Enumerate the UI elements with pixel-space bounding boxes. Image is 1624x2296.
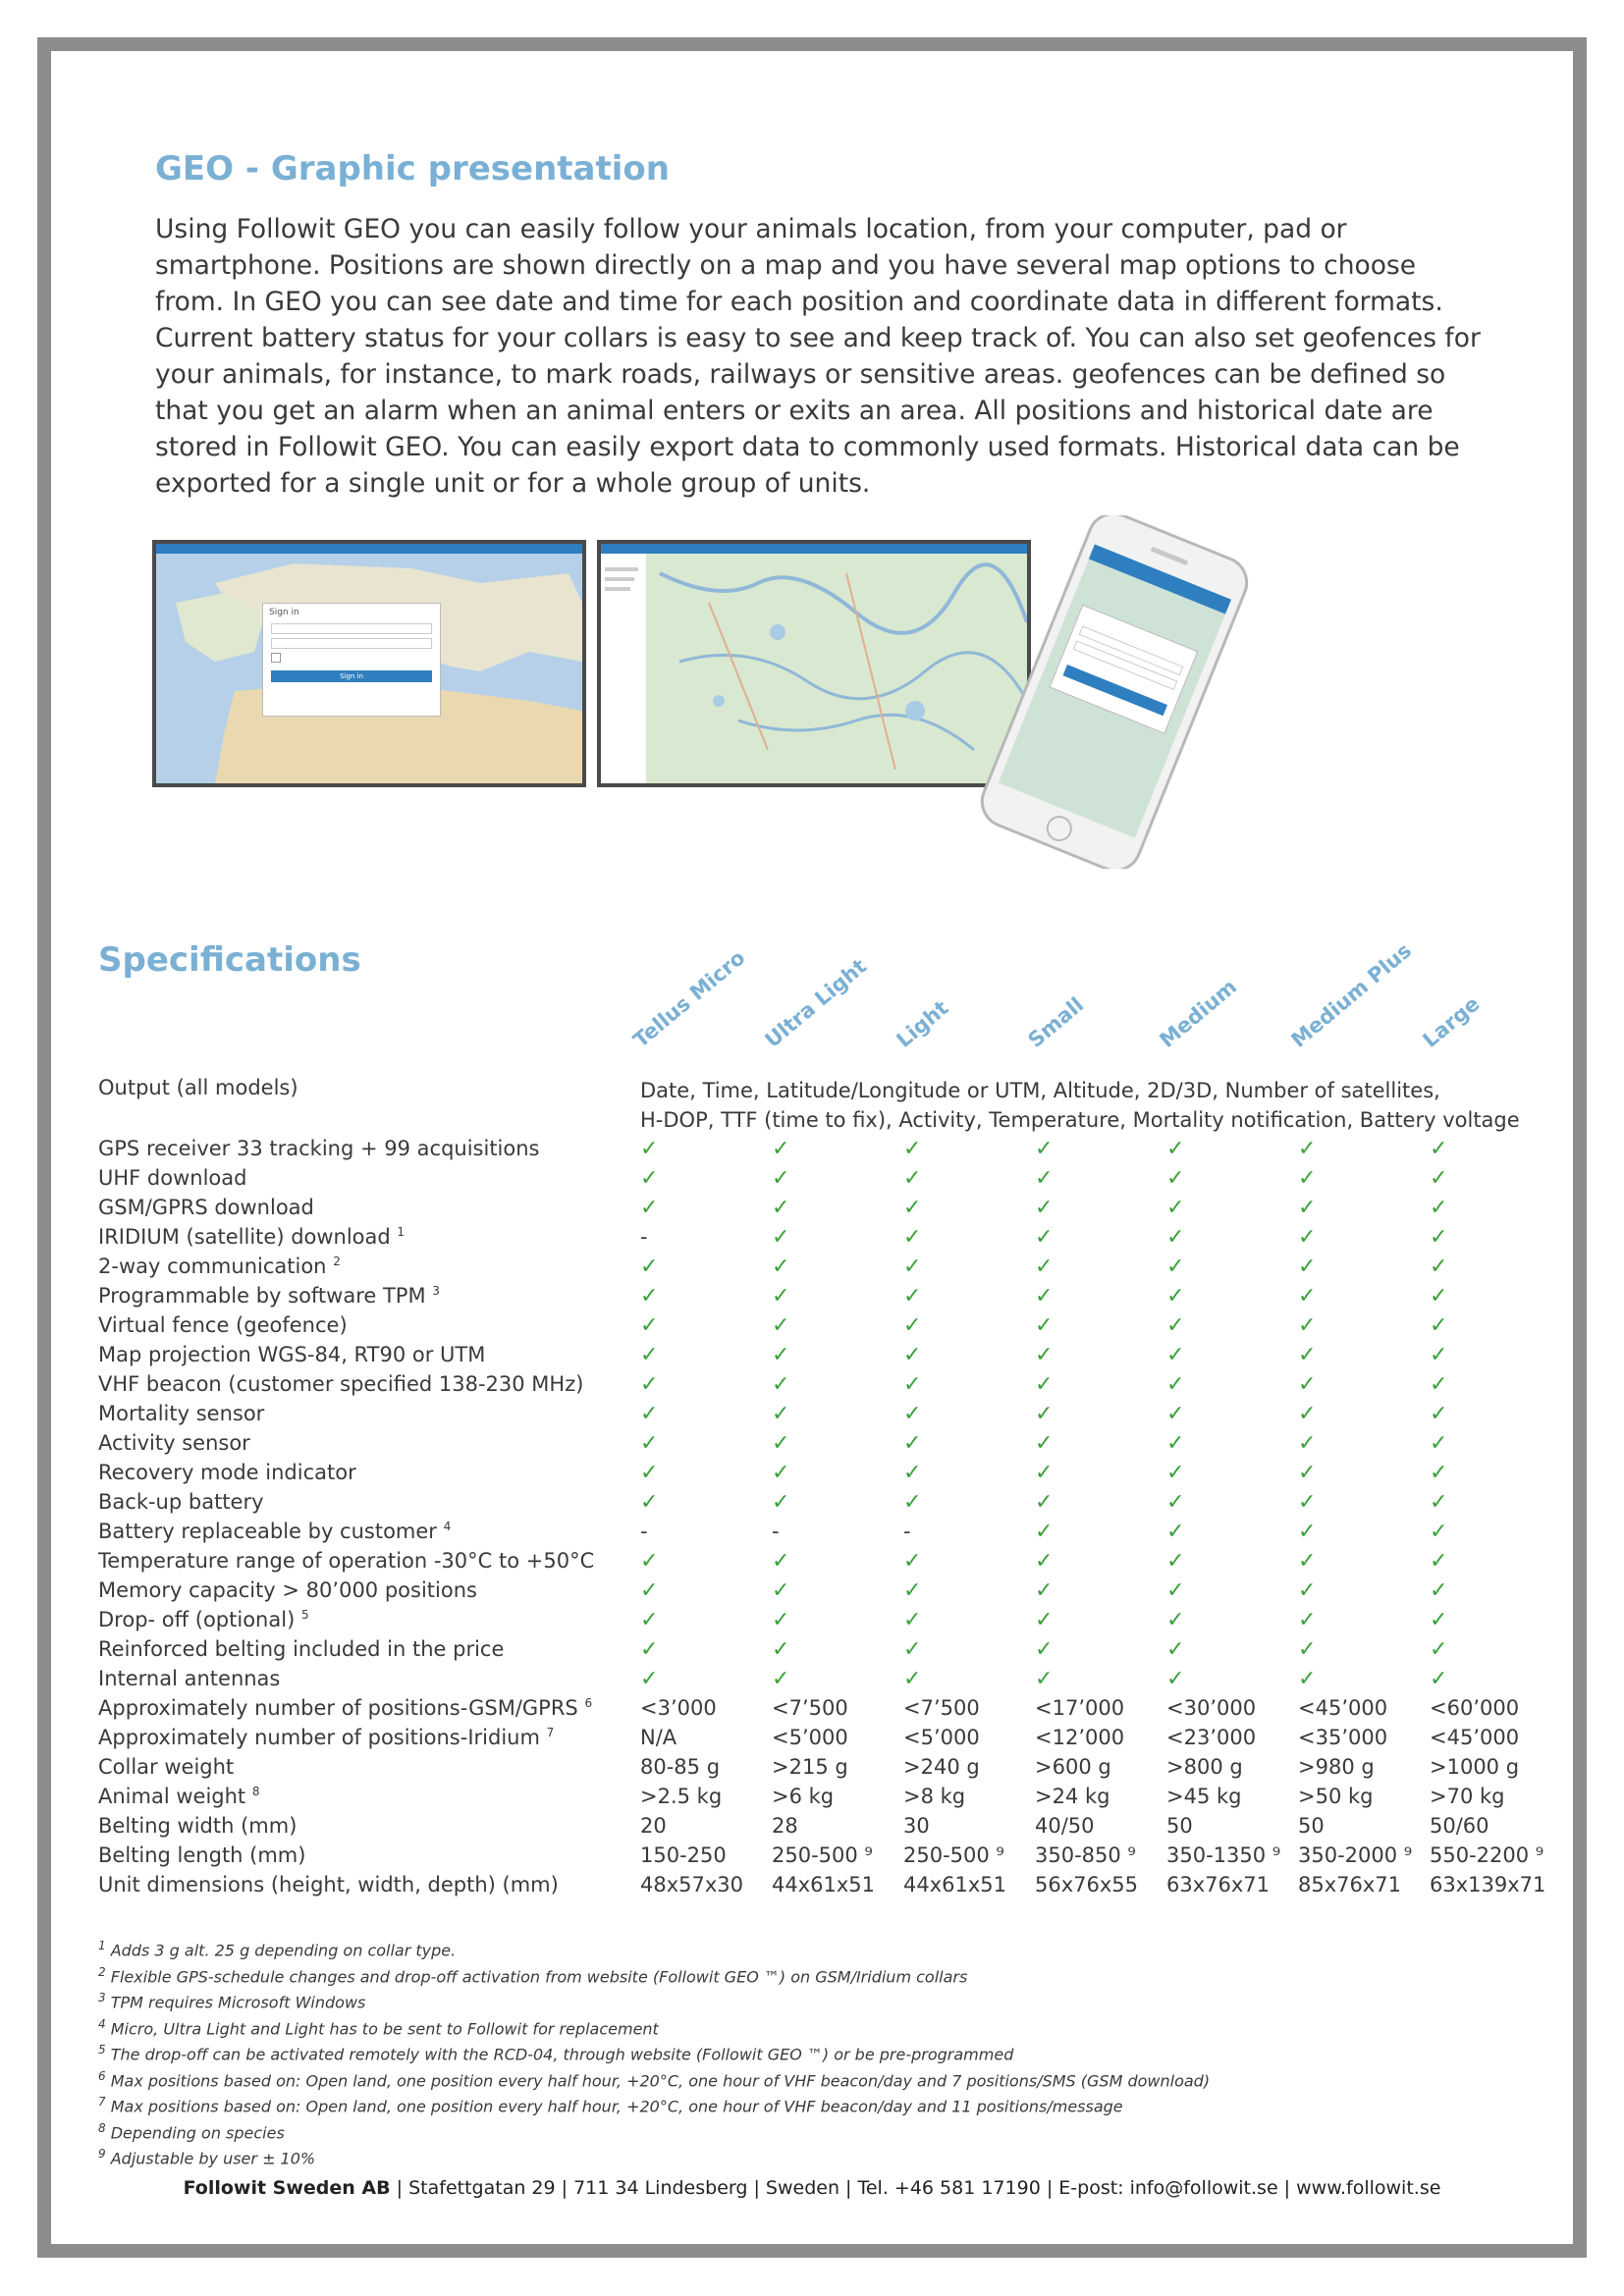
- check-icon: ✓: [1166, 1343, 1185, 1367]
- check-icon: ✓: [903, 1402, 922, 1426]
- spec-cell: 350-850 ⁹: [1035, 1843, 1136, 1867]
- check-icon: ✓: [772, 1549, 790, 1574]
- footnote: [98, 1939, 456, 1959]
- spec-row-label-text: Reinforced belting included in the price: [98, 1637, 505, 1661]
- check-icon: ✓: [1430, 1137, 1448, 1161]
- spec-cell: >45 kg: [1166, 1785, 1242, 1808]
- check-icon: ✓: [1035, 1578, 1054, 1603]
- spec-row-label: [98, 1873, 559, 1896]
- check-icon: ✓: [640, 1166, 659, 1191]
- check-icon: ✓: [1166, 1284, 1185, 1308]
- check-icon: ✓: [1035, 1137, 1054, 1161]
- footnote: [98, 2121, 285, 2142]
- footnote: [98, 2069, 1210, 2090]
- spec-row-label-text: Mortality sensor: [98, 1402, 265, 1425]
- terrain-map-image: [601, 544, 1027, 783]
- smartphone-screenshot: [972, 515, 1257, 869]
- password-input[interactable]: [271, 638, 432, 649]
- spec-column-header: Ultra Light: [760, 954, 872, 1052]
- spec-row-label: [98, 1549, 594, 1573]
- check-icon: ✓: [1430, 1461, 1448, 1485]
- check-icon: ✓: [903, 1225, 922, 1250]
- check-icon: ✓: [903, 1637, 922, 1662]
- footnote-number: 7: [98, 2095, 106, 2109]
- spec-cell: <23’000: [1166, 1726, 1257, 1749]
- spec-row-label: [98, 1785, 259, 1808]
- footnote-text: Micro, Ultra Light and Light has to be sent to Followit for replacement: [110, 2018, 659, 2038]
- spec-cell: <7’500: [772, 1696, 848, 1720]
- spec-row-label-text: Recovery mode indicator: [98, 1461, 356, 1484]
- check-icon: ✓: [1166, 1520, 1185, 1544]
- check-icon: ✓: [1298, 1255, 1317, 1279]
- check-icon: ✓: [1298, 1637, 1317, 1662]
- check-icon: ✓: [1166, 1578, 1185, 1603]
- check-icon: ✓: [772, 1372, 790, 1397]
- footnote-number: 8: [98, 2120, 106, 2135]
- check-icon: ✓: [1298, 1166, 1317, 1191]
- spec-cell: 250-500 ⁹: [903, 1843, 1004, 1867]
- check-icon: ✓: [640, 1137, 659, 1161]
- check-icon: ✓: [1298, 1137, 1317, 1161]
- spec-cell: >70 kg: [1430, 1785, 1505, 1808]
- footnote: [98, 1991, 365, 2011]
- footnote-marker: 3: [432, 1284, 440, 1298]
- check-icon: ✓: [772, 1225, 790, 1250]
- check-icon: ✓: [1298, 1461, 1317, 1485]
- spec-cell: 50: [1166, 1814, 1193, 1838]
- spec-row-label: [98, 1431, 250, 1455]
- spec-cell: <3’000: [640, 1696, 717, 1720]
- check-icon: ✓: [903, 1372, 922, 1397]
- username-input[interactable]: [271, 623, 432, 634]
- spec-row-label-text: GPS receiver 33 tracking + 99 acquisitions: [98, 1137, 540, 1160]
- check-icon: ✓: [903, 1343, 922, 1367]
- footnote-number: 2: [98, 1964, 106, 1979]
- spec-cell: >50 kg: [1298, 1785, 1374, 1808]
- signin-dialog-title: Sign in: [269, 608, 299, 617]
- check-icon: ✓: [1035, 1637, 1054, 1662]
- check-icon: ✓: [1298, 1196, 1317, 1220]
- check-icon: ✓: [640, 1343, 659, 1367]
- footnote-number: 1: [98, 1939, 106, 1952]
- check-icon: ✓: [772, 1284, 790, 1308]
- check-icon: ✓: [1166, 1255, 1185, 1279]
- spec-row-label-text: Approximately number of positions-Iridium: [98, 1726, 540, 1749]
- check-icon: ✓: [772, 1461, 790, 1485]
- spec-row-label-text: Activity sensor: [98, 1431, 250, 1455]
- check-icon: ✓: [772, 1196, 790, 1220]
- check-icon: ✓: [1035, 1284, 1054, 1308]
- check-icon: ✓: [640, 1490, 659, 1515]
- spec-cell: <17’000: [1035, 1696, 1125, 1720]
- check-icon: ✓: [772, 1137, 790, 1161]
- check-icon: ✓: [903, 1578, 922, 1603]
- spec-cell: N/A: [640, 1726, 677, 1749]
- check-icon: ✓: [1035, 1431, 1054, 1456]
- desktop-signin-screenshot: [152, 540, 586, 787]
- footnote-marker: 1: [397, 1225, 406, 1239]
- spec-cell: 350-2000 ⁹: [1298, 1843, 1413, 1867]
- check-icon: ✓: [903, 1137, 922, 1161]
- check-icon: ✓: [903, 1313, 922, 1338]
- check-icon: ✓: [1035, 1166, 1054, 1191]
- spec-row-label: [98, 1814, 297, 1838]
- check-icon: ✓: [1430, 1608, 1448, 1632]
- spec-row-label-text: Memory capacity > 80’000 positions: [98, 1578, 477, 1602]
- spec-cell: 48x57x30: [640, 1873, 744, 1896]
- check-icon: ✓: [1166, 1431, 1185, 1456]
- spec-row-label: [98, 1696, 592, 1720]
- spec-row-label-text: Belting width (mm): [98, 1814, 298, 1838]
- spec-row-label: [98, 1313, 348, 1337]
- check-icon: ✓: [640, 1402, 659, 1426]
- spec-row-label-text: Battery replaceable by customer: [98, 1520, 437, 1543]
- spec-cell: 44x61x51: [903, 1873, 1007, 1896]
- spec-row-label-text: Map projection WGS-84, RT90 or UTM: [98, 1343, 486, 1366]
- spec-row-label-text: Back-up battery: [98, 1490, 264, 1514]
- spec-row-label: [98, 1726, 554, 1749]
- check-icon: ✓: [772, 1578, 790, 1603]
- geo-description: Using Followit GEO you can easily follow your animals location, from your computer, pad or smartphone. Positions are shown directly on a map and you have several map options to choose from. In GEO you can see date and time for each position and coordinate data in different formats. Current battery status for your collars is easy to see and keep track of. You can also set geofences for your animals, for instance, to mark roads, railways or sensitive areas. geofences can be defined so that you get an alarm when an animal enters or exits an area. All positions and historical date are stored in Followit GEO. You can easily export data to commonly used formats. Historical data can be exported for a single unit or for a whole group of units.: [155, 214, 1481, 499]
- footnote: [98, 1965, 967, 1986]
- spec-row-label-text: Animal weight: [98, 1785, 246, 1808]
- check-icon: ✓: [1430, 1284, 1448, 1308]
- check-icon: ✓: [1166, 1490, 1185, 1515]
- spec-cell: <45’000: [1430, 1726, 1520, 1749]
- spec-row-label: [98, 1578, 477, 1602]
- footnote-marker: 2: [333, 1255, 341, 1268]
- footnote: [98, 2095, 1123, 2115]
- spec-row-label-text: Collar weight: [98, 1755, 235, 1779]
- check-icon: ✓: [772, 1313, 790, 1338]
- check-icon: ✓: [1298, 1372, 1317, 1397]
- footnote-number: 3: [98, 1991, 106, 2004]
- check-icon: ✓: [640, 1372, 659, 1397]
- footnote-marker: 5: [300, 1608, 309, 1622]
- spec-cell: 550-2200 ⁹: [1430, 1843, 1544, 1867]
- spec-row-label-text: Virtual fence (geofence): [98, 1313, 348, 1337]
- spec-cell: 40/50: [1035, 1814, 1095, 1838]
- check-icon: ✓: [640, 1578, 659, 1603]
- output-line-1: Date, Time, Latitude/Longitude or UTM, Altitude, 2D/3D, Number of satellites,: [640, 1079, 1440, 1102]
- footnote-number: 9: [98, 2147, 106, 2161]
- footnote-marker: 6: [584, 1696, 593, 1710]
- footnote-text: Depending on species: [110, 2122, 285, 2142]
- check-icon: ✓: [640, 1255, 659, 1279]
- footnote-text: Flexible GPS-schedule changes and drop-off activation from website (Followit GEO ™) on GSM/Iridium collars: [110, 1966, 968, 1986]
- spec-cell: 250-500 ⁹: [772, 1843, 873, 1867]
- check-icon: ✓: [1430, 1402, 1448, 1426]
- footnote: [98, 2043, 1013, 2063]
- spec-cell: -: [903, 1520, 911, 1543]
- spec-cell: <5’000: [772, 1726, 848, 1749]
- spec-row-label: [98, 1343, 485, 1366]
- check-icon: ✓: [1430, 1520, 1448, 1544]
- check-icon: ✓: [1035, 1520, 1054, 1544]
- check-icon: ✓: [1298, 1549, 1317, 1574]
- spec-row-label: [98, 1520, 451, 1543]
- spec-column-header: Light: [892, 995, 953, 1052]
- spec-row-label: [98, 1667, 280, 1690]
- check-icon: ✓: [640, 1549, 659, 1574]
- check-icon: ✓: [1166, 1637, 1185, 1662]
- check-icon: ✓: [1430, 1637, 1448, 1662]
- spec-cell: 350-1350 ⁹: [1166, 1843, 1281, 1867]
- check-icon: ✓: [1298, 1520, 1317, 1544]
- check-icon: ✓: [1035, 1402, 1054, 1426]
- spec-cell: -: [640, 1520, 648, 1543]
- spec-row-label: [98, 1608, 309, 1631]
- spec-cell: 50: [1298, 1814, 1325, 1838]
- check-icon: ✓: [640, 1313, 659, 1338]
- check-icon: ✓: [1430, 1578, 1448, 1603]
- spec-cell: 56x76x55: [1035, 1873, 1139, 1896]
- check-icon: ✓: [1298, 1284, 1317, 1308]
- check-icon: ✓: [1430, 1313, 1448, 1338]
- spec-row-label: [98, 1284, 440, 1308]
- check-icon: ✓: [1035, 1667, 1054, 1691]
- spec-column-header: Large: [1418, 991, 1485, 1052]
- check-icon: ✓: [640, 1608, 659, 1632]
- check-icon: ✓: [1166, 1461, 1185, 1485]
- spec-row-label: [98, 1490, 264, 1514]
- spec-cell: 85x76x71: [1298, 1873, 1402, 1896]
- spec-row-label-text: Approximately number of positions-GSM/GPRS: [98, 1696, 578, 1720]
- spec-cell: >215 g: [772, 1755, 848, 1779]
- spec-cell: -: [640, 1225, 648, 1249]
- check-icon: ✓: [1035, 1343, 1054, 1367]
- spec-cell: <12’000: [1035, 1726, 1125, 1749]
- check-icon: ✓: [772, 1343, 790, 1367]
- check-icon: ✓: [903, 1490, 922, 1515]
- signin-dialog: [262, 603, 441, 717]
- spec-cell: -: [772, 1520, 780, 1543]
- check-icon: ✓: [772, 1431, 790, 1456]
- check-icon: ✓: [903, 1196, 922, 1220]
- phone-mockup-image: [972, 515, 1257, 869]
- check-icon: ✓: [1166, 1166, 1185, 1191]
- spec-cell: >2.5 kg: [640, 1785, 723, 1808]
- spec-cell: <35’000: [1298, 1726, 1388, 1749]
- spec-row-label: [98, 1755, 234, 1779]
- check-icon: ✓: [903, 1166, 922, 1191]
- check-icon: ✓: [1298, 1608, 1317, 1632]
- spec-row-label: [98, 1843, 305, 1867]
- check-icon: ✓: [1430, 1225, 1448, 1250]
- footer-details: | Stafettgatan 29 | 711 34 Lindesberg | Sweden | Tel. +46 581 17190 | E-post: info@followit.se | www.followit.se: [390, 2177, 1441, 2199]
- footnote-text: Adds 3 g alt. 25 g depending on collar type.: [110, 1941, 457, 1960]
- spec-row-label-text: Belting length (mm): [98, 1843, 306, 1867]
- spec-row-label-text: VHF beacon (customer specified 138-230 MHz): [98, 1372, 584, 1396]
- remember-checkbox[interactable]: [271, 653, 281, 663]
- specifications-title: Specifications: [98, 940, 361, 980]
- check-icon: ✓: [1166, 1667, 1185, 1691]
- footer-company: Followit Sweden AB: [183, 2177, 391, 2199]
- spec-row-label: [98, 1137, 539, 1160]
- spec-cell: >240 g: [903, 1755, 980, 1779]
- check-icon: ✓: [640, 1461, 659, 1485]
- spec-row-label: [98, 1255, 341, 1278]
- check-icon: ✓: [1430, 1549, 1448, 1574]
- spec-row-label: [98, 1372, 583, 1396]
- spec-cell: >600 g: [1035, 1755, 1111, 1779]
- footnote-text: Max positions based on: Open land, one position every half hour, +20°C, one hour of VHF beacon/day and 11 positions/message: [110, 2097, 1123, 2116]
- spec-cell: <30’000: [1166, 1696, 1257, 1720]
- check-icon: ✓: [772, 1166, 790, 1191]
- check-icon: ✓: [903, 1549, 922, 1574]
- footnote: [98, 2147, 315, 2167]
- spec-column-header: Tellus Micro: [628, 945, 750, 1052]
- check-icon: ✓: [1035, 1490, 1054, 1515]
- spec-row-label: [98, 1461, 356, 1484]
- spec-cell: 20: [640, 1814, 667, 1838]
- footnote: [98, 2017, 659, 2038]
- spec-column-header: Medium Plus: [1286, 938, 1417, 1052]
- check-icon: ✓: [903, 1608, 922, 1632]
- footnote-text: Max positions based on: Open land, one position every half hour, +20°C, one hour of VHF beacon/day and 7 positions/SMS (GSM download): [110, 2070, 1211, 2090]
- spec-row-label-text: Drop- off (optional): [98, 1608, 296, 1631]
- check-icon: ✓: [640, 1284, 659, 1308]
- check-icon: ✓: [1298, 1578, 1317, 1603]
- spec-row-label-text: Internal antennas: [98, 1667, 281, 1690]
- footnote-number: 6: [98, 2068, 106, 2083]
- spec-cell: <45’000: [1298, 1696, 1388, 1720]
- footnote-number: 4: [98, 2016, 106, 2031]
- spec-cell: 80-85 g: [640, 1755, 721, 1779]
- footnote-marker: 4: [443, 1520, 452, 1533]
- spec-row-label: [98, 1402, 264, 1425]
- check-icon: ✓: [1035, 1372, 1054, 1397]
- check-icon: ✓: [1035, 1196, 1054, 1220]
- footnote-text: The drop-off can be activated remotely with the RCD-04, through website (Followit GEO ™) or be pre-programmed: [110, 2045, 1014, 2064]
- spec-row-label: [98, 1166, 246, 1190]
- check-icon: ✓: [1166, 1225, 1185, 1250]
- check-icon: ✓: [1166, 1402, 1185, 1426]
- check-icon: ✓: [1430, 1372, 1448, 1397]
- spec-cell: 28: [772, 1814, 798, 1838]
- spec-cell: >8 kg: [903, 1785, 966, 1808]
- spec-cell: >1000 g: [1430, 1755, 1520, 1779]
- spec-column-header: Small: [1023, 992, 1089, 1052]
- check-icon: ✓: [903, 1667, 922, 1691]
- spec-cell: 30: [903, 1814, 930, 1838]
- check-icon: ✓: [1035, 1608, 1054, 1632]
- check-icon: ✓: [1166, 1372, 1185, 1397]
- check-icon: ✓: [1430, 1166, 1448, 1191]
- spec-row-label-text: IRIDIUM (satellite) download: [98, 1225, 391, 1249]
- spec-cell: 63x139x71: [1430, 1873, 1546, 1896]
- spec-cell: >24 kg: [1035, 1785, 1110, 1808]
- check-icon: ✓: [903, 1461, 922, 1485]
- output-label: Output (all models): [98, 1076, 298, 1099]
- footnote-text: Adjustable by user ± 10%: [110, 2149, 316, 2168]
- spec-cell: 63x76x71: [1166, 1873, 1271, 1896]
- check-icon: ✓: [1298, 1343, 1317, 1367]
- check-icon: ✓: [772, 1608, 790, 1632]
- check-icon: ✓: [1166, 1549, 1185, 1574]
- check-icon: ✓: [1430, 1196, 1448, 1220]
- spec-row-label-text: Temperature range of operation -30°C to +50°C: [98, 1549, 595, 1573]
- spec-cell: <7’500: [903, 1696, 980, 1720]
- spec-row-label-text: Programmable by software TPM: [98, 1284, 426, 1308]
- check-icon: ✓: [1035, 1225, 1054, 1250]
- spec-row-label: [98, 1225, 405, 1249]
- check-icon: ✓: [640, 1637, 659, 1662]
- check-icon: ✓: [1298, 1667, 1317, 1691]
- spec-cell: >6 kg: [772, 1785, 835, 1808]
- output-value: [640, 1076, 1520, 1135]
- spec-column-header: Medium: [1155, 975, 1242, 1052]
- spec-cell: 150-250: [640, 1843, 727, 1867]
- check-icon: ✓: [1035, 1255, 1054, 1279]
- check-icon: ✓: [772, 1402, 790, 1426]
- spec-cell: >800 g: [1166, 1755, 1243, 1779]
- check-icon: ✓: [1166, 1608, 1185, 1632]
- desktop-map-screenshot: [597, 540, 1031, 787]
- footnote-text: TPM requires Microsoft Windows: [110, 1993, 366, 2012]
- check-icon: ✓: [640, 1667, 659, 1691]
- footnote-marker: 8: [251, 1785, 260, 1798]
- check-icon: ✓: [1166, 1313, 1185, 1338]
- geo-section-title: GEO - Graphic presentation: [155, 149, 670, 188]
- check-icon: ✓: [1035, 1461, 1054, 1485]
- check-icon: ✓: [772, 1667, 790, 1691]
- check-icon: ✓: [772, 1255, 790, 1279]
- check-icon: ✓: [1298, 1431, 1317, 1456]
- spec-row-label-text: UHF download: [98, 1166, 247, 1190]
- check-icon: ✓: [772, 1490, 790, 1515]
- check-icon: ✓: [903, 1255, 922, 1279]
- spec-row-label-text: 2-way communication: [98, 1255, 327, 1278]
- check-icon: ✓: [1035, 1313, 1054, 1338]
- check-icon: ✓: [1035, 1549, 1054, 1574]
- footnote-number: 5: [98, 2043, 106, 2056]
- footnote-marker: 7: [546, 1726, 555, 1739]
- spec-cell: 50/60: [1430, 1814, 1489, 1838]
- spec-row-label-text: GSM/GPRS download: [98, 1196, 314, 1219]
- check-icon: ✓: [1298, 1402, 1317, 1426]
- page-footer: [0, 2177, 1624, 2199]
- spec-cell: >980 g: [1298, 1755, 1375, 1779]
- check-icon: ✓: [1430, 1490, 1448, 1515]
- check-icon: ✓: [1298, 1313, 1317, 1338]
- check-icon: ✓: [640, 1196, 659, 1220]
- check-icon: ✓: [1166, 1137, 1185, 1161]
- spec-cell: <60’000: [1430, 1696, 1520, 1720]
- check-icon: ✓: [1430, 1431, 1448, 1456]
- signin-button[interactable]: Sign in: [271, 670, 432, 682]
- check-icon: ✓: [903, 1284, 922, 1308]
- spec-cell: 44x61x51: [772, 1873, 876, 1896]
- spec-row-label: [98, 1196, 314, 1219]
- check-icon: ✓: [640, 1431, 659, 1456]
- check-icon: ✓: [1430, 1667, 1448, 1691]
- spec-row-label: [98, 1637, 504, 1661]
- check-icon: ✓: [1298, 1490, 1317, 1515]
- output-line-2: H-DOP, TTF (time to fix), Activity, Temperature, Mortality notification, Battery voltage: [640, 1108, 1520, 1132]
- check-icon: ✓: [1430, 1343, 1448, 1367]
- check-icon: ✓: [772, 1637, 790, 1662]
- spec-cell: <5’000: [903, 1726, 980, 1749]
- check-icon: ✓: [1166, 1196, 1185, 1220]
- check-icon: ✓: [1430, 1255, 1448, 1279]
- check-icon: ✓: [903, 1431, 922, 1456]
- spec-row-label-text: Unit dimensions (height, width, depth) (mm): [98, 1873, 559, 1896]
- check-icon: ✓: [1298, 1225, 1317, 1250]
